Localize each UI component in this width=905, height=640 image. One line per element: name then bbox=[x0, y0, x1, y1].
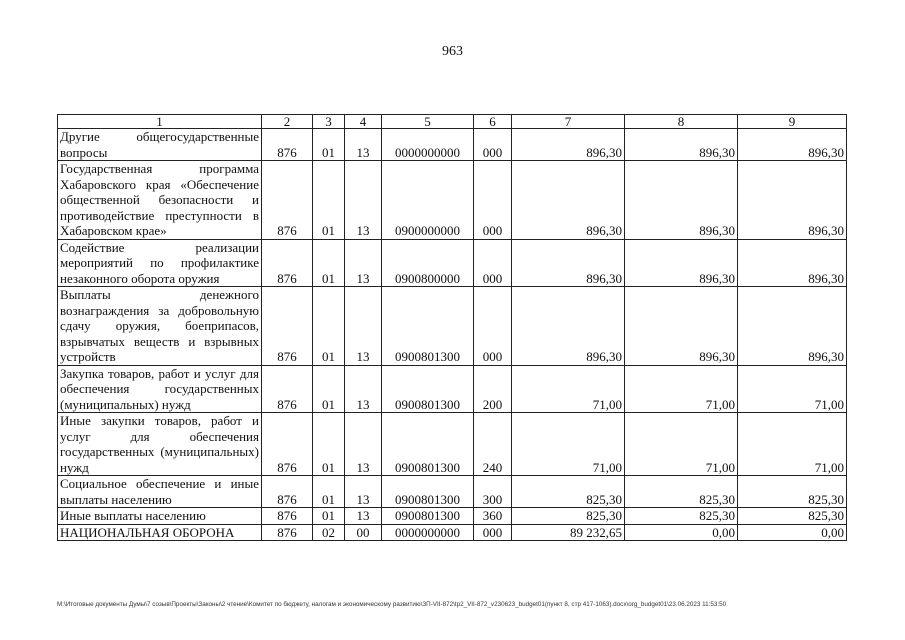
code-cell: 876 bbox=[262, 129, 313, 161]
subsection-cell: 13 bbox=[345, 287, 382, 366]
amount-cell: 71,00 bbox=[738, 365, 847, 413]
target-article-cell: 0900801300 bbox=[382, 476, 474, 508]
row-name-cell: НАЦИОНАЛЬНАЯ ОБОРОНА bbox=[58, 524, 262, 541]
table-row bbox=[58, 413, 847, 476]
expense-type-cell: 200 bbox=[474, 365, 512, 413]
expense-type-cell: 000 bbox=[474, 239, 512, 287]
section-cell: 01 bbox=[313, 508, 345, 525]
section-cell: 02 bbox=[313, 524, 345, 541]
subsection-cell: 13 bbox=[345, 508, 382, 525]
table-header-row bbox=[58, 115, 847, 129]
amount-cell: 71,00 bbox=[625, 413, 738, 476]
table-row bbox=[58, 287, 847, 366]
amount-cell: 825,30 bbox=[738, 508, 847, 525]
header-cell: 8 bbox=[625, 115, 738, 129]
budget-table bbox=[57, 114, 847, 541]
target-article-cell: 0900801300 bbox=[382, 287, 474, 366]
table-body bbox=[58, 129, 847, 541]
header-cell: 5 bbox=[382, 115, 474, 129]
amount-cell: 896,30 bbox=[512, 161, 625, 240]
expense-type-cell: 000 bbox=[474, 287, 512, 366]
subsection-cell: 13 bbox=[345, 161, 382, 240]
table-row bbox=[58, 524, 847, 541]
amount-cell: 896,30 bbox=[512, 239, 625, 287]
code-cell: 876 bbox=[262, 239, 313, 287]
code-cell: 876 bbox=[262, 524, 313, 541]
table-row bbox=[58, 508, 847, 525]
subsection-cell: 13 bbox=[345, 239, 382, 287]
target-article-cell: 0900801300 bbox=[382, 508, 474, 525]
section-cell: 01 bbox=[313, 476, 345, 508]
expense-type-cell: 000 bbox=[474, 524, 512, 541]
header-cell: 4 bbox=[345, 115, 382, 129]
section-cell: 01 bbox=[313, 365, 345, 413]
amount-cell: 896,30 bbox=[738, 161, 847, 240]
amount-cell: 896,30 bbox=[625, 161, 738, 240]
code-cell: 876 bbox=[262, 508, 313, 525]
target-article-cell: 0900801300 bbox=[382, 365, 474, 413]
amount-cell: 0,00 bbox=[738, 524, 847, 541]
code-cell: 876 bbox=[262, 287, 313, 366]
code-cell: 876 bbox=[262, 476, 313, 508]
footer-file-path: M:\Итоговые документы Думы\7 созыв\Проекты\Законы\2 чтение\Комитет по бюджету, налогам и экономическому развитию\ЗП-VII-872\tp2_VII-872_v230623_budget01(пункт 8, стр 417-1063).docx\org_budget01\23.06.2023 11:53:50 bbox=[57, 601, 727, 608]
subsection-cell: 13 bbox=[345, 129, 382, 161]
expense-type-cell: 300 bbox=[474, 476, 512, 508]
amount-cell: 896,30 bbox=[625, 239, 738, 287]
row-name-cell: Содействие реализации мероприятий по профилактике незаконного оборота оружия bbox=[58, 239, 262, 287]
amount-cell: 896,30 bbox=[738, 239, 847, 287]
target-article-cell: 0900801300 bbox=[382, 413, 474, 476]
amount-cell: 896,30 bbox=[625, 287, 738, 366]
amount-cell: 71,00 bbox=[512, 413, 625, 476]
amount-cell: 896,30 bbox=[738, 287, 847, 366]
header-cell: 3 bbox=[313, 115, 345, 129]
code-cell: 876 bbox=[262, 161, 313, 240]
expense-type-cell: 360 bbox=[474, 508, 512, 525]
amount-cell: 896,30 bbox=[738, 129, 847, 161]
table-row bbox=[58, 365, 847, 413]
amount-cell: 825,30 bbox=[512, 508, 625, 525]
row-name-cell: Иные выплаты населению bbox=[58, 508, 262, 525]
amount-cell: 896,30 bbox=[625, 129, 738, 161]
table-row bbox=[58, 129, 847, 161]
target-article-cell: 0000000000 bbox=[382, 524, 474, 541]
amount-cell: 896,30 bbox=[512, 287, 625, 366]
amount-cell: 825,30 bbox=[625, 508, 738, 525]
row-name-cell: Другие общегосударственные вопросы bbox=[58, 129, 262, 161]
amount-cell: 825,30 bbox=[625, 476, 738, 508]
row-name-cell: Закупка товаров, работ и услуг для обеспечения государственных (муниципальных) нужд bbox=[58, 365, 262, 413]
header-cell: 6 bbox=[474, 115, 512, 129]
table-row bbox=[58, 239, 847, 287]
table-row bbox=[58, 476, 847, 508]
section-cell: 01 bbox=[313, 413, 345, 476]
row-name-cell: Выплаты денежного вознаграждения за добровольную сдачу оружия, боеприпасов, взрывчатых веществ и взрывных устройств bbox=[58, 287, 262, 366]
header-cell: 9 bbox=[738, 115, 847, 129]
page-number: 963 bbox=[442, 44, 463, 59]
row-name-cell: Социальное обеспечение и иные выплаты населению bbox=[58, 476, 262, 508]
row-name-cell: Иные закупки товаров, работ и услуг для обеспечения государственных (муниципальных) нужд bbox=[58, 413, 262, 476]
section-cell: 01 bbox=[313, 161, 345, 240]
amount-cell: 825,30 bbox=[512, 476, 625, 508]
section-cell: 01 bbox=[313, 239, 345, 287]
amount-cell: 71,00 bbox=[738, 413, 847, 476]
amount-cell: 89 232,65 bbox=[512, 524, 625, 541]
section-cell: 01 bbox=[313, 287, 345, 366]
section-cell: 01 bbox=[313, 129, 345, 161]
amount-cell: 825,30 bbox=[738, 476, 847, 508]
row-name-cell: Государственная программа Хабаровского края «Обеспечение общественной безопасности и противодействие преступности в Хабаровском крае» bbox=[58, 161, 262, 240]
amount-cell: 71,00 bbox=[625, 365, 738, 413]
expense-type-cell: 000 bbox=[474, 161, 512, 240]
target-article-cell: 0900800000 bbox=[382, 239, 474, 287]
header-cell: 1 bbox=[58, 115, 262, 129]
expense-type-cell: 240 bbox=[474, 413, 512, 476]
amount-cell: 0,00 bbox=[625, 524, 738, 541]
expense-type-cell: 000 bbox=[474, 129, 512, 161]
subsection-cell: 13 bbox=[345, 365, 382, 413]
code-cell: 876 bbox=[262, 413, 313, 476]
amount-cell: 71,00 bbox=[512, 365, 625, 413]
subsection-cell: 13 bbox=[345, 476, 382, 508]
target-article-cell: 0000000000 bbox=[382, 129, 474, 161]
subsection-cell: 13 bbox=[345, 413, 382, 476]
target-article-cell: 0900000000 bbox=[382, 161, 474, 240]
amount-cell: 896,30 bbox=[512, 129, 625, 161]
header-cell: 2 bbox=[262, 115, 313, 129]
code-cell: 876 bbox=[262, 365, 313, 413]
header-cell: 7 bbox=[512, 115, 625, 129]
subsection-cell: 00 bbox=[345, 524, 382, 541]
table-row bbox=[58, 161, 847, 240]
